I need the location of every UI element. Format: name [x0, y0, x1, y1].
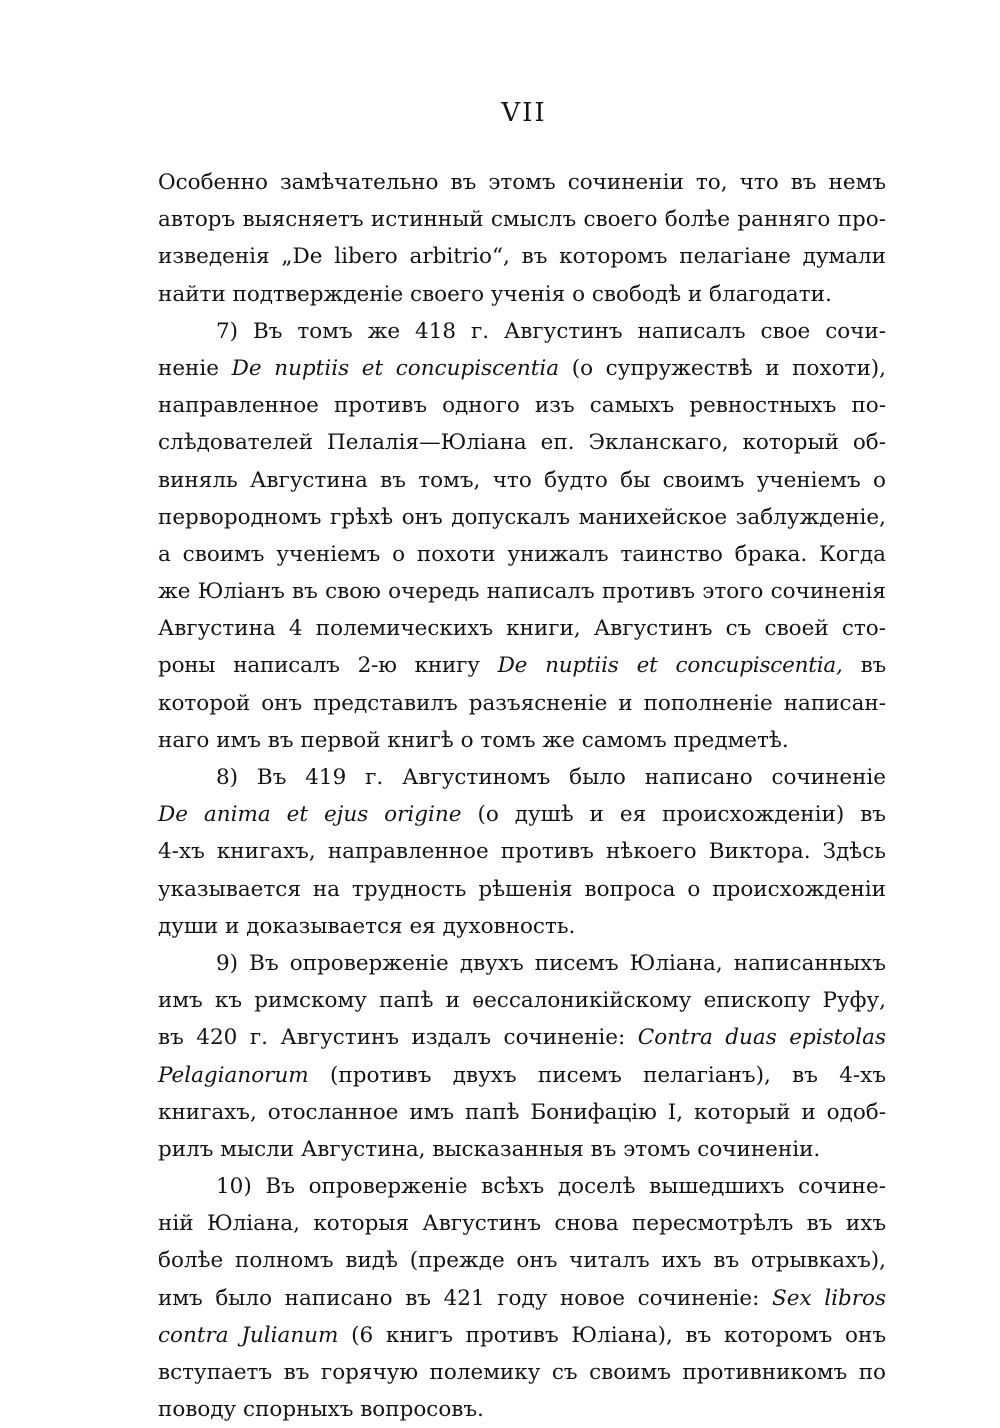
text-segment: 7) Въ томъ же 418 г. Августинъ написалъ свое сочи-: [216, 318, 886, 344]
text-segment: виняль Августина въ томъ, что будто бы своимъ ученіемъ о: [158, 467, 886, 493]
text-segment: роны написалъ 2-ю книгу: [158, 653, 498, 679]
text-segment: въ: [842, 653, 886, 679]
text-segment: (6 книгъ противъ Юліана), въ которомъ онъ: [338, 1322, 886, 1348]
text-segment: наго имъ въ первой книгѣ о томъ же самомъ предметѣ.: [158, 727, 789, 753]
text-line: [158, 1280, 886, 1317]
text-line: [158, 833, 886, 870]
italic-title: contra Julianum: [158, 1322, 339, 1348]
text-line: [158, 796, 886, 833]
text-line: [158, 647, 886, 684]
text-line: [158, 1391, 886, 1428]
text-line: [158, 462, 886, 499]
text-segment: а своимъ ученіемъ о похоти унижалъ таинство брака. Когда: [158, 541, 886, 567]
text-line: [158, 908, 886, 945]
text-segment: души и доказывается ея духовность.: [158, 913, 576, 939]
text-segment: въ 420 г. Августинъ издалъ сочиненіе:: [158, 1025, 638, 1051]
body-text: [158, 164, 886, 1428]
text-segment: (о супружествѣ и похоти),: [559, 355, 886, 381]
text-segment: 4-хъ книгахъ, направленное противъ нѣкоего Виктора. Здѣсь: [158, 839, 886, 865]
text-line: [158, 759, 886, 796]
text-segment: имъ къ римскому папѣ и ѳессалоникійскому епископу Руфу,: [158, 988, 886, 1014]
italic-title: De nuptiis et concupiscentia: [231, 355, 560, 381]
text-line: [158, 1354, 886, 1391]
text-line: [158, 424, 886, 461]
italic-title: Contra duas epistolas: [637, 1025, 886, 1051]
text-line: [158, 610, 886, 647]
text-segment: рилъ мысли Августина, высказанныя въ этомъ сочиненіи.: [158, 1136, 821, 1162]
text-line: [158, 1317, 886, 1354]
text-line: [158, 982, 886, 1019]
text-segment: направленное противъ одного изъ самыхъ ревностныхъ по-: [158, 393, 886, 419]
text-line: [158, 201, 886, 238]
italic-title: De nuptiis et concupiscentia,: [497, 653, 843, 679]
text-segment: (о душѣ и ея происхожденіи) въ: [461, 802, 886, 828]
text-segment: Особенно замѣчательно въ этомъ сочиненіи то, что въ немъ: [158, 170, 886, 195]
text-segment: Августина 4 полемическихъ книги, Августинъ съ своей сто-: [158, 616, 886, 642]
text-segment: 8) Въ 419 г. Августиномъ было написано сочиненіе: [216, 765, 886, 790]
text-line: [158, 350, 886, 387]
text-line: [158, 499, 886, 536]
italic-title: Sex libros: [772, 1285, 886, 1311]
text-segment: неніе: [158, 355, 232, 381]
text-segment: 10) Въ опроверженіе всѣхъ доселѣ вышедшихъ сочине-: [216, 1174, 886, 1200]
text-line: [158, 276, 886, 313]
text-segment: первородномъ грѣхѣ онъ допускалъ манихейское заблужденіе,: [158, 504, 886, 530]
text-line: [158, 1168, 886, 1205]
text-line: [158, 387, 886, 424]
text-line: [158, 871, 886, 908]
text-line: [158, 1094, 886, 1131]
text-segment: изведенія „De libero arbitrio“, въ которомъ пелагіане думали: [158, 244, 886, 270]
text-segment: поводу спорныхъ вопросовъ.: [158, 1397, 484, 1423]
text-line: [158, 238, 886, 275]
italic-title: De anima et ejus origine: [158, 802, 462, 828]
text-line: [158, 573, 886, 610]
text-segment: (противъ двухъ писемъ пелагіанъ), въ 4-хъ: [308, 1062, 886, 1088]
text-line: [158, 164, 886, 201]
text-segment: имъ было написано въ 421 году новое сочиненіе:: [158, 1285, 773, 1311]
text-segment: же Юліанъ въ свою очередь написалъ противъ этого сочиненія: [158, 579, 886, 605]
italic-title: Pelagianorum: [158, 1062, 309, 1088]
text-line: [158, 1242, 886, 1279]
text-segment: вступаетъ въ горячую полемику съ своимъ противникомъ по: [158, 1360, 886, 1385]
text-segment: указывается на трудность рѣшенія вопроса о происхожденіи: [158, 876, 886, 902]
text-segment: ній Юліана, которыя Августинъ снова пересмотрѣлъ въ ихъ: [158, 1211, 886, 1237]
text-segment: 9) Въ опроверженіе двухъ писемъ Юліана, написанныхъ: [216, 950, 886, 976]
text-segment: слѣдователей Пелалія—Юліана еп. Экланскаго, который об-: [158, 430, 886, 456]
text-segment: которой онъ представилъ разъясненіе и пополненіе написан-: [158, 690, 886, 716]
text-line: [158, 1131, 886, 1168]
text-line: [158, 1205, 886, 1242]
text-segment: болѣе полномъ видѣ (прежде онъ читалъ ихъ въ отрывкахъ),: [158, 1248, 886, 1274]
text-line: [158, 1057, 886, 1094]
text-line: [158, 945, 886, 982]
text-line: [158, 722, 886, 759]
text-line: [158, 536, 886, 573]
text-segment: авторъ выясняетъ истинный смыслъ своего болѣе ранняго про-: [158, 207, 886, 233]
text-segment: найти подтвержденіе своего ученія о свободѣ и благодати.: [158, 281, 832, 307]
text-line: [158, 1019, 886, 1056]
text-line: [158, 685, 886, 722]
text-segment: книгахъ, отосланное имъ папѣ Бонифацію I, который и одоб-: [158, 1099, 886, 1125]
page-number: VII: [501, 98, 547, 128]
text-line: [158, 313, 886, 350]
